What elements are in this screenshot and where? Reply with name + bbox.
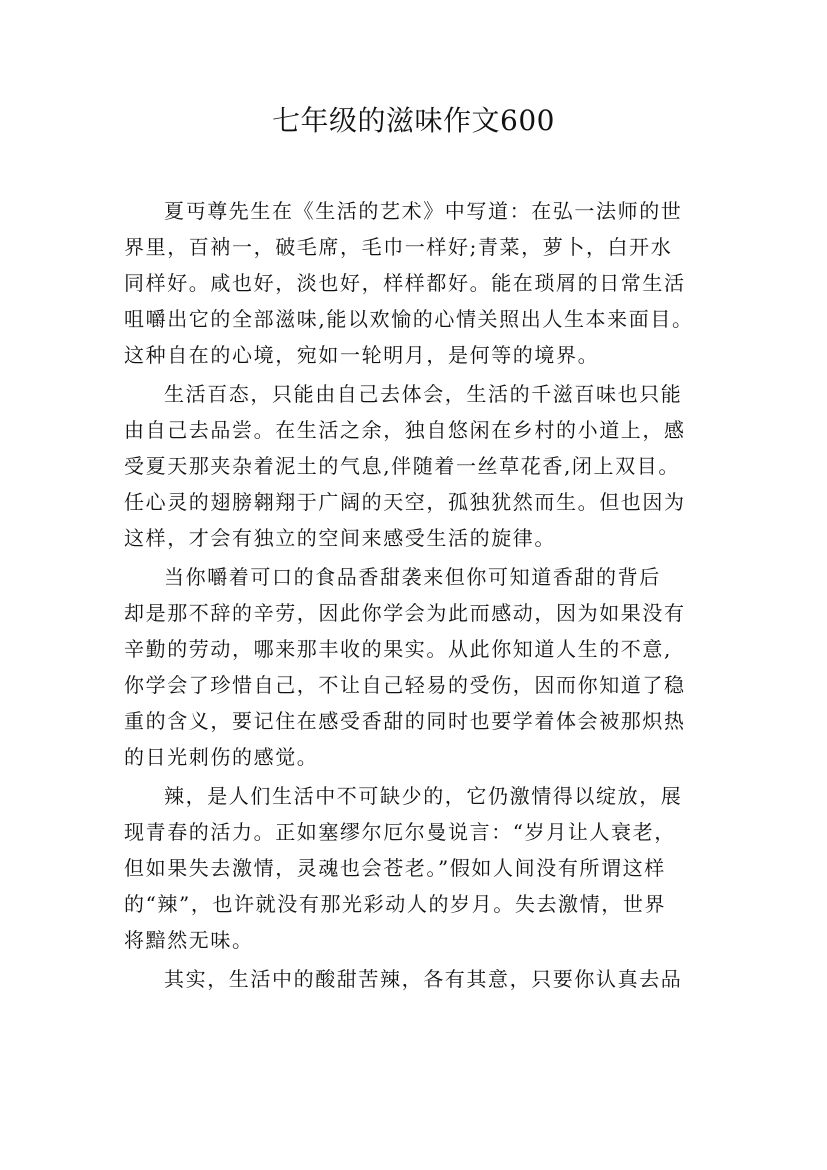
paragraph-line: 的日光刺伤的感觉。 [124,745,319,769]
paragraph-line: 任心灵的翅膀翱翔于广阔的天空，孤独犹然而生。但也因为 [124,490,686,514]
paragraph-line: 生活百态，只能由自己去体会，生活的千滋百味也只能 [164,382,683,406]
paragraph-1 [124,193,704,373]
paragraph-line: 重的含义，要记住在感受香甜的同时也要学着体会被那炽热 [124,709,686,733]
paragraph-line: 你学会了珍惜自己，不让自己轻易的受伤，因而你知道了稳 [124,673,686,697]
paragraph-line: 的“辣”，也许就没有那光彩动人的岁月。失去激情，世界 [124,892,667,916]
paragraph-line: 现青春的活力。正如塞缪尔厄尔曼说言：“岁月让人衰老， [124,820,676,844]
paragraph-line: 这样，才会有独立的空间来感受生活的旋律。 [124,526,556,550]
document-body [124,193,704,1000]
paragraph-line: 其实，生活中的酸甜苦辣，各有其意，只要你认真去品 [164,967,683,991]
paragraph-line: 辛勤的劳动，哪来那丰收的果实。从此你知道人生的不意, [124,637,672,661]
paragraph-5 [124,961,704,997]
paragraph-line: 将黯然无味。 [124,928,254,952]
paragraph-line: 由自己去品尝。在生活之余，独自悠闲在乡村的小道上，感 [124,418,686,442]
paragraph-line: 这种自在的心境，宛如一轮明月，是何等的境界。 [124,343,600,367]
paragraph-line: 同样好。咸也好，淡也好，样样都好。能在琐屑的日常生活 [124,271,686,295]
paragraph-3 [124,559,704,775]
paragraph-line: 夏丏尊先生在《生活的艺术》中写道：在弘一法师的世 [164,199,683,223]
paragraph-line: 咀嚼出它的全部滋味,能以欢愉的心情关照出人生本来面目。 [124,307,694,331]
paragraph-2 [124,376,704,556]
paragraph-line: 但如果失去激情，灵魂也会苍老。”假如人间没有所谓这样 [124,856,666,880]
document-title: 七年级的滋味作文600 [272,104,555,137]
paragraph-line: 当你嚼着可口的食品香甜袭来但你可知道香甜的背后 [164,565,661,589]
paragraph-4 [124,778,704,958]
paragraph-line: 受夏天那夹杂着泥土的气息,伴随着一丝草花香,闭上双目。 [124,454,680,478]
paragraph-line: 却是那不辞的辛劳，因此你学会为此而感动，因为如果没有 [124,601,686,625]
paragraph-line: 辣，是人们生活中不可缺少的，它仍激情得以绽放，展 [164,784,683,808]
paragraph-line: 界里，百衲一，破毛席，毛巾一样好;青菜，萝卜，白开水 [124,235,673,259]
